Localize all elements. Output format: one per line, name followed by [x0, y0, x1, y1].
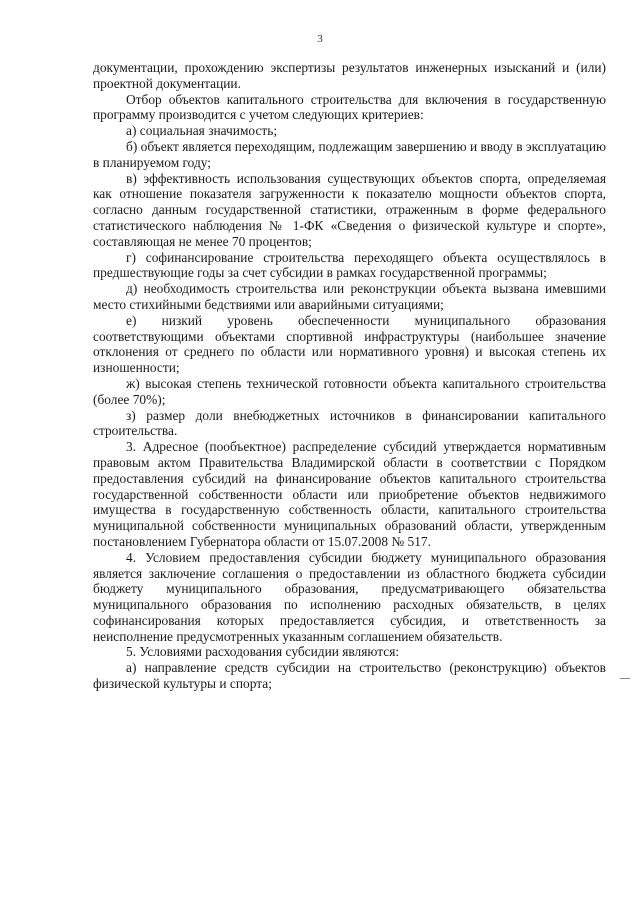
paragraph-5-spending-conditions: 5. Условиями расходования субсидии являются:: [126, 644, 400, 660]
paragraph-selection-criteria: Отбор объектов капитального строительства для включения в государственную программу производится с учетом следующих критериев:: [93, 91, 606, 123]
paragraph-continuation: документации, прохождению экспертизы результатов инженерных изысканий и (или) проектной документации.: [93, 60, 606, 91]
condition-a: а) направление средств субсидии на строительство (реконструкцию) объектов физической культуры и спорта;: [93, 660, 606, 692]
criterion-g: г) софинансирование строительства переходящего объекта осуществлялось в предшествующие годы за счет субсидии в рамках государственной программы;: [93, 249, 606, 281]
criterion-a: а) социальная значимость;: [126, 123, 278, 139]
margin-mark: [620, 678, 630, 679]
paragraph-3-distribution: 3. Адресное (пообъектное) распределение субсидий утверждается нормативным правовым актом Правительства Владимирской области в соответствии с Порядком предоставления субсидий на финансирование объектов капитального строительства государственной собственности области или приобретение объектов недвижимого имущества в государственную собственность области, капитального строительства муниципальной собственности муниципальных образований области, утвержденным постановлением Губернатора области от 15.07.2008 № 517.: [93, 439, 606, 549]
criterion-b: б) объект является переходящим, подлежащим завершению и вводу в эксплуатацию в планируемом году;: [93, 138, 606, 170]
criterion-e: е) низкий уровень обеспеченности муниципального образования соответствующими объектами спортивной инфраструктуры (наибольшее значение отклонения от среднего по области или нормативного уровня) и высокая степень их изношенности;: [93, 312, 606, 376]
document-body: [93, 60, 606, 692]
criterion-v: в) эффективность использования существующих объектов спорта, определяемая как отношение показателя загруженности к показателю мощности объектов спорта, согласно данным государственной статистики, отраженным в форме федерального статистического наблюдения № 1-ФК «Сведения о физической культуре и спорте», составляющая не менее 70 процентов;: [93, 170, 606, 249]
paragraph-4-condition: 4. Условием предоставления субсидии бюджету муниципального образования является заключение соглашения о предоставлении из областного бюджета субсидии бюджету муниципального образования, предусматривающего обязательства муниципального образования по исполнению расходных обязательств, в целях софинансирования которых предоставляется субсидия, и ответственность за неисполнение предусмотренных указанным соглашением обязательств.: [93, 549, 606, 644]
criterion-d: д) необходимость строительства или реконструкции объекта вызвана имевшими место стихийными бедствиями или аварийными ситуациями;: [93, 281, 606, 312]
criterion-zh: ж) высокая степень технической готовности объекта капитального строительства (более 70%);: [93, 375, 606, 407]
criterion-z: з) размер доли внебюджетных источников в финансировании капитального строительства.: [93, 407, 606, 439]
page-number: 3: [317, 33, 323, 45]
